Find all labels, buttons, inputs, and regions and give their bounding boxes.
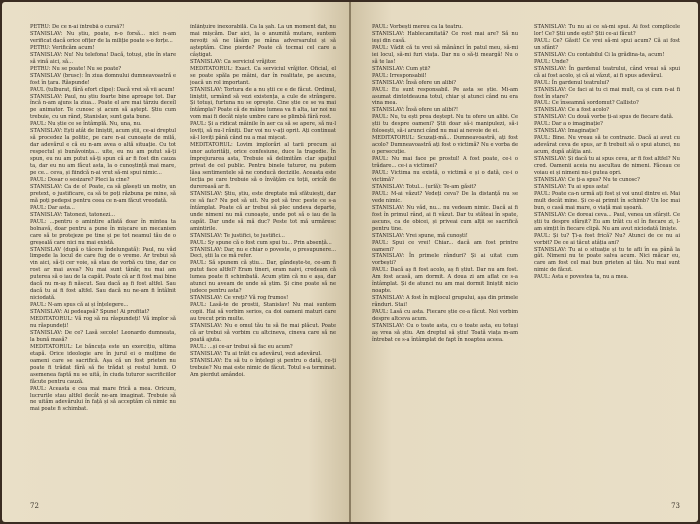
dialogue-line: STANISLAV: Ce faci ai tu ci mai mult, ca și cum n-ai fi fost în stare? <box>534 86 680 100</box>
dialogue-line: STANISLAV: Ești atât de liniștit, acum știi, ce-ai dreptul să procedez la politic, pe care n-ai cunoaște de milă, dar adevărul e că eu n-am avea o altă situație. Cu tot respectul și bunăvoința... uite, eu nu am putut să-ți spun, eu nu am putut să-ți spun că ar fi fost din cauza ta, dar eu nu am făcut asta, la o cunoștință mai mare, pe ce... ceva, și fiindcă n-ai vrut să-mi spui nimic... <box>30 128 176 177</box>
dialogue-line: STANISLAV: A fost în mijlocul grupului, așa din primele rânduri. Stai! <box>372 295 518 309</box>
dialogue-line: STANISLAV: Tu nu ai ce să-mi spui. Ai fost complicele lor! Ce? Știi unde ești? Știi ce-ai făcut? <box>534 24 680 37</box>
dialogue-line: PETRU: De ce n-ai întrebă o cursă?! <box>30 24 125 30</box>
dialogue-line: STANISLAV: Tu ai trăit cu adevărul, vezi adevărul. <box>190 350 322 357</box>
dialogue-line: STANISLAV: Ca de o! Poate, ca să găsești un motiv, un pretext, o justificare, ca să te poți răzbuna pe mine, să mă poți pedepsi pentru ceea ce n-am făcut vreodată. <box>30 183 176 204</box>
dialogue-line: PAUL: Lasă cu asta. Fiecare știe ce-a făcut. Noi vorbim despre altceva acum. <box>372 309 518 323</box>
dialogue-line: PAUL: Victima nu există, o victimă e și o dată, ce-i o victimă? <box>372 170 518 183</box>
left-column-2 <box>190 24 336 494</box>
dialogue-line: PAUL: Dar asta... <box>30 204 75 211</box>
dialogue-line: PAUL: Spui ce vrei! Chiar... dacă am fost printre oameni? <box>372 239 518 253</box>
dialogue-line: STANISLAV: Ce vreți? Vă rog frumos! <box>190 295 289 302</box>
dialogue-line: PAUL: Sy spune că o fost cum spui tu... Prin absență... <box>190 239 332 246</box>
page-number-right: 73 <box>671 502 680 510</box>
dialogue-line: STANISLAV: În gardenul teatrului, când vreai să spui că ai fost acolo, și că ai văzut, ai fi spus adevărul. <box>534 65 680 79</box>
dialogue-line: MEDITATORUL: Le băncuța este un exercițiu, ultima etapă. Orice ideologie are în jurul ei o mulțime de oameni care se sacrifică. Așa că un fost prieten nu poate fi trădat fără să fie trădat și restul lumii. O asemenea faptă nu se uită, în ciuda tuturor sacrificiilor făcute pentru cauză. <box>30 343 176 385</box>
dialogue-line: STANISLAV: Ce a fost acolo? <box>534 107 610 114</box>
dialogue-line: STANISLAV: Tu ai o situație și tu te afli în ea până la gât. Nimeni nu te poate salva acum. Nici măcar eu, care am fost cel mai bun prieten al tău. Nu mai sunt nimic de făcut. <box>534 246 680 274</box>
dialogue-line: STANISLAV: Nu e omul tău tu să fie mai plăcut. Poate că ar trebui să vorbim cu altcineva, cineva care să ne poată ajuta. <box>190 322 336 343</box>
dialogue-line: STANISLAV: Eu să tu o înțelegi și pentru o dată, ce-ți trebuie? Nu mai este nimic de făcut. Totul s-a terminat. Am pierdut amândoi. <box>190 357 336 378</box>
dialogue-line: PAUL: Bine. Nu vreau să te contrazic. Dacă ai avut cu adevărat ceva de spus, ar fi trebuit să o spui atunci, nu acum, după atâția ani. <box>534 135 680 156</box>
dialogue-line: PAUL: Dosar o sesizare? Pleci la cine? <box>30 176 130 183</box>
left-page-columns <box>30 24 336 494</box>
dialogue-line: PAUL: Asta e povestea ta, nu a mea. <box>534 274 629 281</box>
dialogue-line: STANISLAV: Hablecamitată? Ce rost mai are? Să nu ieși din casă. <box>372 30 518 44</box>
dialogue-line: STANISLAV: Nu! Nu telefona! Dacă, totuși, știe în stare să vină aici, să... <box>30 51 176 65</box>
dialogue-line: MEDITATORUL: Vă rog să nu răspundeți! Vă implor să nu răspundeți! <box>30 316 176 329</box>
dialogue-line: MEDITATORUL: Scuzați-mă... Dumneavoastră, ați fost acolo? Dumneavoastră ați fost o victimă? Nu e vorba de o persecuție. <box>372 135 518 156</box>
dialogue-line: STANISLAV: Dar, nu e chiar o poveste, o presupunere... Deci, știi la ce mă refer. <box>190 246 336 260</box>
left-column-1 <box>30 24 176 494</box>
dialogue-line: PAUL: Irresponsabil! <box>372 72 427 79</box>
dialogue-line: STANISLAV: Imaginație? <box>534 128 599 135</box>
dialogue-line: STANISLAV: Nu văd, nu... nu vedeam nimic. Dacă ai fi fost în primul rând, ai fi văzut. Dar tu stăteai în spate, ascuns, ca de obicei, și priveai cum alții se sacrifică pentru tine. <box>372 204 518 232</box>
dialogue-line: STANISLAV: Însă ofere un alibi?! <box>372 107 459 114</box>
dialogue-line: PAUL: Și a ridicat mâinile în aer ca să se apere, să nu-l loviți, să nu-l răniți. Dar voi nu v-ați oprit. Ați continuat să-l loviți până când nu a mai mișcat. <box>190 121 336 142</box>
dialogue-line: STANISLAV: Tortura de a nu știi ce e de făcut. Ordinul, liniștit, urmând să vezi existența, a cule de strângere. Și totuși, furtuna nu se oprește. Cine știe ce se va mai întâmpla? Poate că de mâine lumea va fi alta, iar noi nu vom mai fi decât niște umbre care se plimbă fără rost. <box>190 86 336 121</box>
dialogue-line: PAUL: M-ai văzut? Vedeți ceva? De la distanță nu se vede nimic. <box>372 190 518 204</box>
dialogue-line: STANISLAV: Vrei spune, mă cunoști! <box>372 232 468 239</box>
dialogue-line: MEDITATORUL: Exact. Ca serviciul vrăjitor. Oficial, el se poate spăla pe mâini, dar în realitate, pe ascuns, joacă un rol important. <box>190 65 336 86</box>
dialogue-line: STANISLAV: În primele rânduri? Și ai uitat cum vorbești? <box>372 253 518 267</box>
dialogue-line: PAUL: Lasă-te de prostii, Stanislav! Nu mai suntem copii. Hai să vorbim serios, ca doi oameni maturi care au trecut prin multe. <box>190 302 336 323</box>
dialogue-line: PAUL: Vorbești mereu ca la teatru. <box>372 24 463 30</box>
dialogue-line: PAUL: Dar a o imaginație? <box>534 121 603 128</box>
dialogue-line: PAUL: Vădit că tu vrei să mănânci în patul meu, să-mi iei locul, să-mi furi viața. Dar nu o să-ți meargă! Nu o să te las! <box>372 44 518 65</box>
dialogue-line: PAUL: Aceasta e cea mai mare frică a mea. Oricum, lucrurile stau altfel decât ne-am imaginat. Trebuie să ne uităm adevărului în față și să acceptăm că nimic nu mai poate fi schimbat. <box>30 385 176 413</box>
dialogue-line: PAUL: N-am spus că ai și înțelegere... <box>30 302 129 309</box>
dialogue-line: STANISLAV: Te justifici, te justifici... <box>190 232 285 239</box>
book-gutter <box>349 2 351 522</box>
dialogue-line: STANISLAV: Știu, știu, este dreptate mă sfătuiești, dar ce să fac? Nu pot să uit. Nu pot să trec peste ce s-a întâmplat. Poate că ar trebui să plec undeva departe, unde nimeni nu mă cunoaște, unde pot să o iau de la capăt. Dar unde să mă duc? Peste tot mă urmăresc amintirile. <box>190 190 336 232</box>
dialogue-line: STANISLAV: Totul... (urlă): Te-am găsit? <box>372 183 477 190</box>
right-page <box>350 2 698 522</box>
dialogue-line: PAUL: Ce înseamnă sordomut? Callisto? <box>534 100 639 107</box>
dialogue-line: STANISLAV: Cu contabilul Ci la grădina-ta, acum! <box>534 51 665 58</box>
dialogue-line: STANISLAV: Ai pedeapsă? Spune! Ai profitat? <box>30 309 150 316</box>
dialogue-line: MEDITATORUL: Lovim implorări al tarii precum ai unor autorități, orice confesiune, duce la tragedie. În împrejurarea asta, Trebuie să delimităm clar spațiul privat de cel public. Pentru binele tuturor, nu putem lăsa sentimentele să ne conducă deciziile. Aceasta este lecția pe care trebuie să o învățăm cu toții, oricât de dureroasă ar fi. <box>190 142 336 190</box>
dialogue-line: STANISLAV: Tu ai spus asta! <box>534 183 609 190</box>
dialogue-line: PAUL: Eu sunt responsabil. Pe asta se știe. Mi-am asumat dintotdeauna totul, chiar și atunci când nu era vina mea. <box>372 86 518 107</box>
dialogue-line: PAUL: ...și ce-ar trebui să fac eu acum? <box>190 343 293 350</box>
page-number-left: 72 <box>30 502 39 510</box>
right-page-columns <box>372 24 680 494</box>
dialogue-line: STANISLAV (după o tăcere îndelungată): Paul, nu văd limpede la locul de care fug de o vreme. Ar trebui să vin aici, să-ți cer voie, să stau de vorbă cu tine, dar ce rost ar mai avea? Nu mai sunt tânăr, nu mai am puterea să o iau de la capăt. Poate că ar fi fost mai bine dacă nu m-aș fi născut. Sau dacă aș fi fost altfel. Sau dacă tu ai fi fost altfel. Sau dacă nu ne-am fi întâlnit niciodată. <box>30 246 176 302</box>
dialogue-line: PAUL: Nu știe ce se întâmplă. Nu, una, nu. <box>30 121 142 128</box>
dialogue-line: PAUL: Nu, tu ești prea deștept. Nu tu ofere un alibi. Ce știi tu despre oameni? Știi doar să-i manipulezi, să-i folosești, să-i arunci când nu mai ai nevoie de ei. <box>372 114 518 135</box>
dialogue-line: STANISLAV: Cu două vorbe ți-ai spus de fiecare dată. <box>534 114 674 121</box>
dialogue-line: STANISLAV: Ce ți-a spus? Nu te cunosc? <box>534 176 640 183</box>
dialogue-line: PAUL: În gardenul teatrului? <box>534 79 610 86</box>
dialogue-line: STANISLAV: Ce doreai ceva... Paul, venea un sfârșit. Ce știi tu despre sfârșit? Eu am trăit cu el în fiecare zi, l-am simțit în fiecare clipă. Nu am avut niciodată liniște. <box>534 211 680 232</box>
dialogue-line: STANISLAV: Cum știi? <box>372 65 431 72</box>
dialogue-line: PAUL: Poate ca-n urmă ați fost și voi unul dintre ei. Mai mult decât mine. Și ce-ai primit în schimb? Un loc mai bun, o casă mai mare, o viață mai ușoară. <box>534 190 680 211</box>
dialogue-line: STANISLAV: Ca serviciul vrăjitor. <box>190 58 277 65</box>
dialogue-line: STANISLAV (brusc): În ziua domnului dumneavoastră e fost în țara. Răspunde! <box>30 72 176 86</box>
dialogue-line: PETRU: Nu se poate! Nu se poate? <box>30 65 122 72</box>
dialogue-line: STANISLAV: Nu știu, poate, n-o forsă... nici n-am verificat dacă orice ofițer de la miliție poate s-o forțe... <box>30 30 176 44</box>
dialogue-line: PAUL (tulburat, fără efort clipe): Dacă vrei să vii acum! <box>30 86 175 93</box>
dialogue-line: PAUL: Dacă aș fi fost acolo, aș fi știut. Dar nu am fost. Am fost acasă, am dormit. A doua zi am aflat ce s-a întâmplat. Și de atunci nu am mai dormit liniștit nicio noapte. <box>372 267 518 295</box>
dialogue-line: PETRU: Verificăm acum! <box>30 44 95 51</box>
book-spread <box>2 2 698 522</box>
dialogue-line: PAUL: Și tu? Ți-a fost frică? Nu? Atunci de ce nu ai vorbit? De ce ai tăcut atâția ani? <box>534 232 680 246</box>
dialogue-line: STANISLAV: Cu o toate asta, cu o toate asta, eu totuși aș vrea să știu. Am dreptul să știu! Toată viața m-am întrebat ce s-a întâmplat de fapt în noaptea aceea. <box>372 322 518 343</box>
dialogue-line: PAUL: Nu mai face pe prostul! A fost poate, ce-i o trădare... ce-i a victimei? <box>372 156 518 170</box>
dialogue-line: PAUL: Să spunem că știu... Dar, gândește-te, ce-am fi putut face altfel? Eram tineri, eram naivi, credeam că lumea poate fi schimbată. Acum știm că nu e așa, dar atunci nu aveam de unde să știm. Și cine poate să ne judece pentru asta? <box>190 260 336 295</box>
dialogue-line: PAUL: Ce? Găsit! Ce vrei să-mi spui acum? Că ai fost un sfânt? <box>534 37 680 51</box>
dialogue-line: STANISLAV: Însă ofere un alibi? <box>372 79 457 86</box>
left-page <box>2 2 350 522</box>
dialogue-line: STANISLAV: Tatonezi, tatonezi... <box>30 211 115 218</box>
dialogue-line: STANISLAV: Și dacă tu ai spus ceva, ar fi fost altfel? Nu cred. Oamenii aceia nu ascultau de nimeni. Făceau ce voiau ei și nimeni nu-i putea opri. <box>534 156 680 177</box>
dialogue-line: PAUL: ...pentru o amintire aflată doar în mintea ta bolnavă, doar pentru a pune în mișcare un mecanism care să te protejeze pe tine și pe tot neamul tău de o greșeală care nici nu mai există. <box>30 218 176 246</box>
right-column-2 <box>534 24 680 494</box>
dialogue-line: înlănțuire inexorabilă. Ca la șah. La un moment dat, nu mai mișcăm. Dar aici, la o anumită mutare, suntem nevoiți să ne lăsăm pe mâna adversarului și să așteptăm. Cine pierde? Poate că tocmai cel care a câștigat. <box>190 24 336 58</box>
dialogue-line: PAUL: Unde? <box>534 58 569 65</box>
dialogue-line: STANISLAV: Paul, nu știu foarte bine aproape tot. Dar încă n-am ajuns la ziua... Poate el are mai târziu deceîl pe animator. Te cunosc și acum să aștept. Știu cum trebuie, cu un rând, Stanislav, sunt gata bune. <box>30 93 176 121</box>
dialogue-line: STANISLAV: De ce? Lasă secole! Leonardo dumneata, la bună masă? <box>30 329 176 343</box>
right-column-1 <box>372 24 518 494</box>
